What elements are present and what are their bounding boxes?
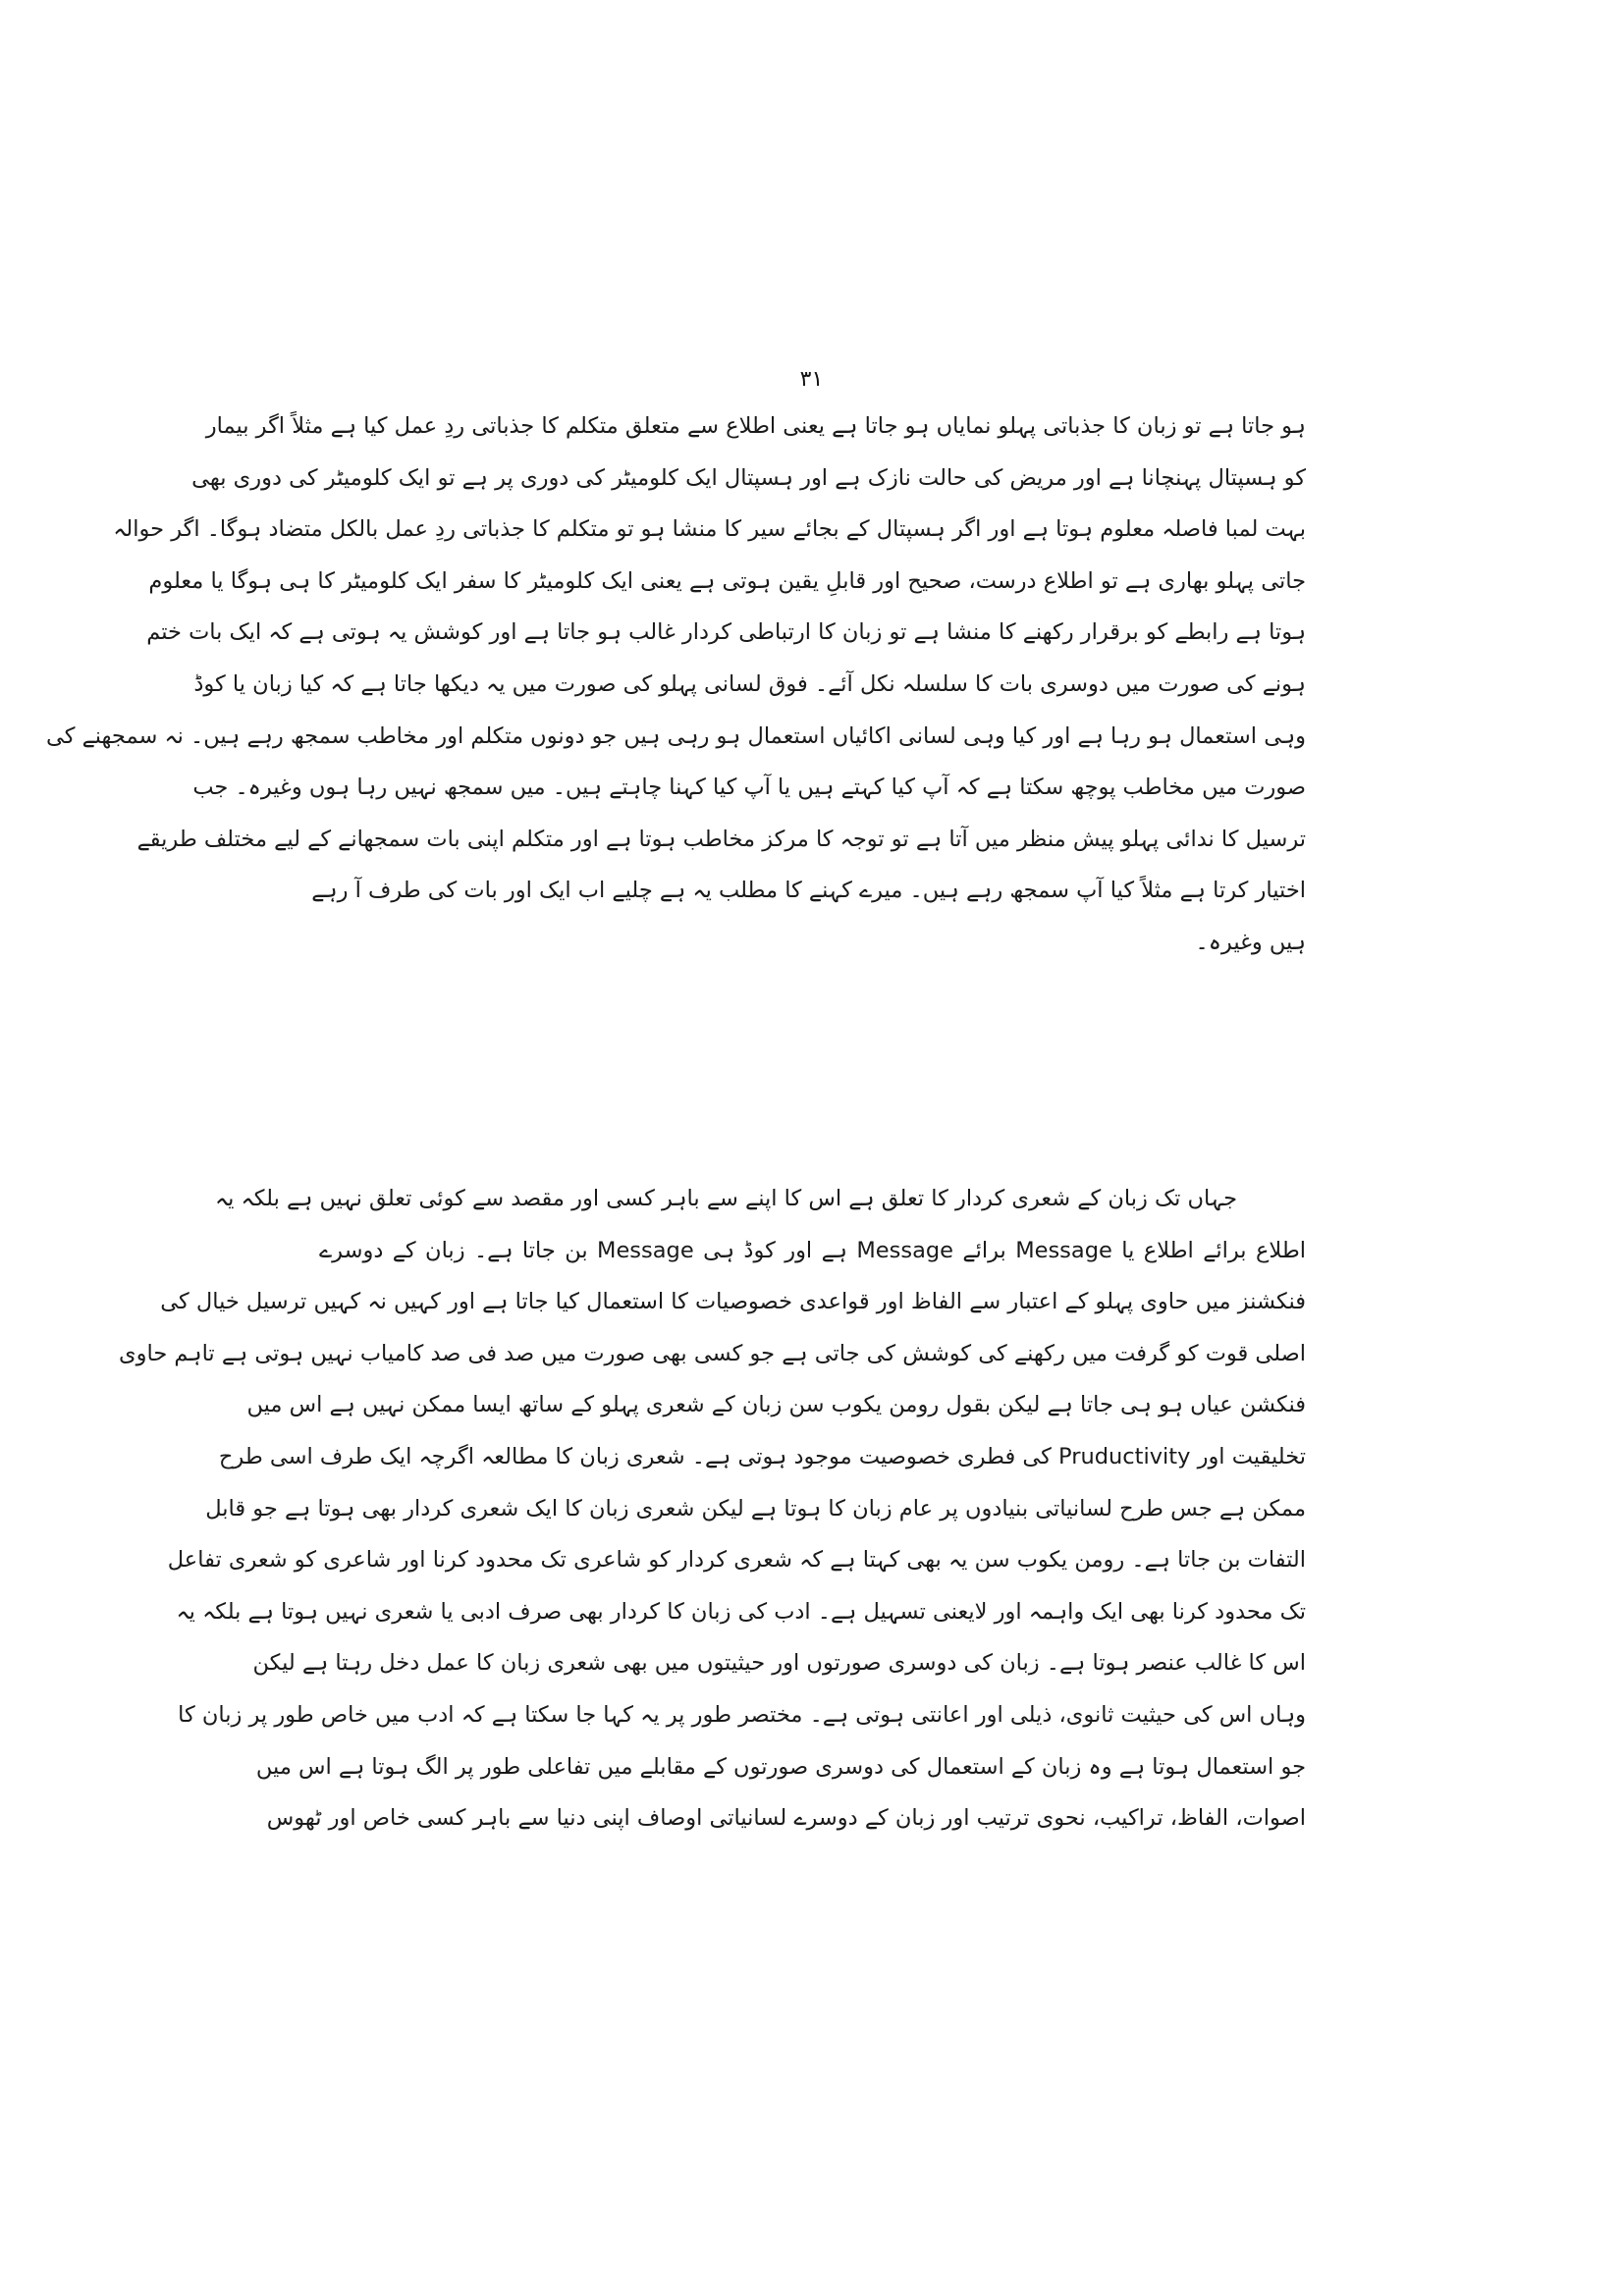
text-line: تک محدود کرنا بھی ایک واہمہ اور لایعنی تسہیل ہے۔ ادب کی زبان کا کردار بھی صرف ادبی یا شعری نہیں ہوتا ہے بلکہ یہ <box>176 1598 1306 1625</box>
text-line: تخلیقیت اور Pruductivity کی فطری خصوصیت موجود ہوتی ہے۔ شعری زبان کا مطالعہ اگرچہ ایک طرف اسی طرح <box>218 1443 1306 1469</box>
text-line: فنکشن عیاں ہو ہی جاتا ہے لیکن بقول رومن یکوب سن زبان کے شعری پہلو کے ساتھ ایسا ممکن نہیں ہے اس میں <box>246 1392 1306 1418</box>
text-line: اصلی قوت کو گرفت میں رکھنے کی کوشش کی جاتی ہے جو کسی بھی صورت میں صد فی صد کامیاب نہیں ہوتی ہے تاہم حاوی <box>119 1340 1306 1366</box>
text-line: اس کا غالب عنصر ہوتا ہے۔ زبان کی دوسری صورتوں اور حیثیتوں میں بھی شعری زبان کا عمل دخل رہتا ہے لیکن <box>252 1650 1306 1677</box>
text-line: فنکشنز میں حاوی پہلو کے اعتبار سے الفاظ اور قواعدی خصوصیات کا استعمال کیا جاتا ہے اور کہیں نہ کہیں ترسیل خیال کی <box>160 1289 1306 1315</box>
text-line: ترسیل کا ندائی پہلو پیش منظر میں آتا ہے تو توجہ کا مرکز مخاطب ہوتا ہے اور متکلم اپنی بات سمجھانے کے لیے مختلف طریقے <box>136 826 1306 852</box>
text-line: التفات بن جاتا ہے۔ رومن یکوب سن یہ بھی کہتا ہے کہ شعری کردار کو شاعری تک محدود کرنا اور شاعری کو شعری تفاعل <box>167 1547 1306 1574</box>
text-line: اصوات، الفاظ، تراکیب، نحوی ترتیب اور زبان کے دوسرے لسانیاتی اوصاف اپنی دنیا سے باہر کسی خاص اور ٹھوس <box>266 1805 1306 1832</box>
text-line: صورت میں مخاطب پوچھ سکتا ہے کہ آپ کیا کہتے ہیں یا آپ کیا کہنا چاہتے ہیں۔ میں سمجھ نہیں رہا ہوں وغیرہ۔ جب <box>192 774 1306 801</box>
text-line: ہوتا ہے رابطے کو برقرار رکھنے کا منشا ہے تو زبان کا ارتباطی کردار غالب ہو جاتا ہے اور کوشش یہ ہوتی ہے کہ ایک بات ختم <box>146 619 1306 646</box>
paragraph-1 <box>45 400 1306 969</box>
text-line: اختیار کرتا ہے مثلاً کیا آپ سمجھ رہے ہیں۔ میرے کہنے کا مطلب یہ ہے چلیے اب ایک اور بات کی طرف آ رہے <box>311 878 1306 904</box>
text-line: جہاں تک زبان کے شعری کردار کا تعلق ہے اس کا اپنے سے باہر کسی اور مقصد سے کوئی تعلق نہیں ہے بلکہ یہ <box>214 1186 1237 1211</box>
page-number: ۳۱ <box>799 367 824 392</box>
text-line: ہونے کی صورت میں دوسری بات کا سلسلہ نکل آئے۔ فوق لسانی پہلو کی صورت میں یہ دیکھا جاتا ہے کہ کیا زبان یا کوڈ <box>193 670 1306 697</box>
text-line: اطلاع برائے اطلاع یا Message برائے Message ہے اور کوڈ ہی Message بن جاتا ہے۔ زبان کے دوسرے <box>319 1237 1306 1263</box>
text-line: جو استعمال ہوتا ہے وہ زبان کے استعمال کی دوسری صورتوں کے مقابلے میں تفاعلی طور پر الگ ہوتا ہے اس میں <box>255 1753 1306 1780</box>
text-line: وہی استعمال ہو رہا ہے اور کیا وہی لسانی اکائیاں استعمال ہو رہی ہیں جو دونوں متکلم اور مخاطب سمجھ رہے ہیں۔ نہ سمجھنے کی <box>45 722 1306 749</box>
paragraph-2 <box>119 1173 1306 1844</box>
text-line: ہیں وغیرہ۔ <box>1195 929 1306 955</box>
text-line: کو ہسپتال پہنچانا ہے اور مریض کی حالت نازک ہے اور ہسپتال ایک کلومیٹر کی دوری پر ہے تو ایک کلومیٹر کی دوری بھی <box>191 464 1306 491</box>
text-line: بہت لمبا فاصلہ معلوم ہوتا ہے اور اگر ہسپتال کے بجائے سیر کا منشا ہو تو متکلم کا جذباتی ردِ عمل بالکل متضاد ہوگا۔ اگر حوالہ <box>113 516 1306 543</box>
text-line: ممکن ہے جس طرح لسانیاتی بنیادوں پر عام زبان کا ہوتا ہے لیکن شعری زبان کا ایک شعری کردار بھی ہوتا ہے جو قابل <box>205 1495 1306 1522</box>
text-line: ہو جاتا ہے تو زبان کا جذباتی پہلو نمایاں ہو جاتا ہے یعنی اطلاع سے متعلق متکلم کا جذباتی ردِ عمل کیا ہے مثلاً اگر بیمار <box>205 413 1306 439</box>
text-line: جاتی پہلو بھاری ہے تو اطلاع درست، صحیح اور قابلِ یقین ہوتی ہے یعنی ایک کلومیٹر کا سفر ایک کلومیٹر کا ہی ہوگا یا معلوم <box>148 567 1306 594</box>
text-line: وہاں اس کی حیثیت ثانوی، ذیلی اور اعانتی ہوتی ہے۔ مختصر طور پر یہ کہا جا سکتا ہے کہ ادب میں خاص طور پر زبان کا <box>178 1701 1306 1728</box>
